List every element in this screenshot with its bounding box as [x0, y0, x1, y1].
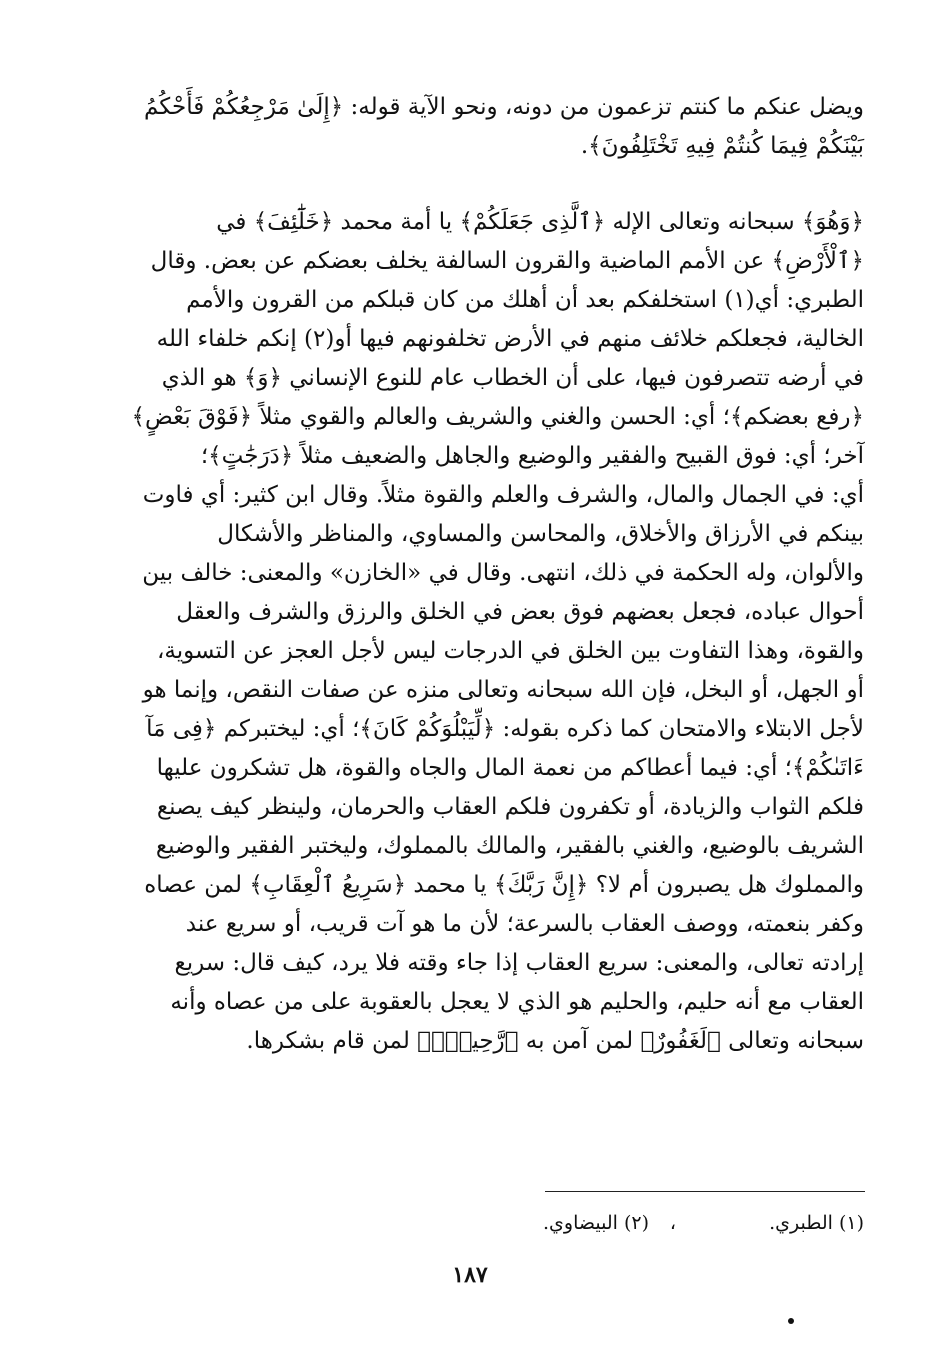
text-line: والقوة، وهذا التفاوت بين الخلق في الدرجات ليس لأجل العجز عن التسوية،: [156, 638, 864, 664]
text-line: سبحانه وتعالى ﴿لَغَفُورٌ﴾ لمن آمن به ﴿رَّحِيمٌۢ﴾ لمن قام بشكرها.: [246, 1028, 864, 1054]
footnote-1: (١) الطبري.: [769, 1212, 864, 1234]
text-line: أحوال عباده، فجعل بعضهم فوق بعض في الخلق والرزق والشرف والعقل: [176, 599, 864, 625]
text-line: الخالية، فجعلكم خلائف منهم في الأرض تخلفونهم فيها أو(٢) إنكم خلفاء الله: [156, 326, 864, 352]
page-number: ١٨٧: [452, 1262, 488, 1288]
text-line: في أرضه تتصرفون فيها، على أن الخطاب عام للنوع الإنساني ﴿وَ﴾ هو الذي: [161, 365, 864, 391]
print-dot: [788, 1318, 794, 1324]
text-line: لأجل الابتلاء والامتحان كما ذكره بقوله: ﴿لِّيَبْلُوَكُمْ كَانَ﴾؛ أي: ليختبركم ﴿فِى مَآ: [146, 716, 864, 742]
text-line: والمملوك هل يصبرون أم لا؟ ﴿إِنَّ رَبَّكَ﴾ يا محمد ﴿سَرِيعُ ٱلْعِقَابِ﴾ لمن عصاه: [144, 872, 864, 898]
text-line: أو الجهل، أو البخل، فإن الله سبحانه وتعالى منزه عن صفات النقص، وإنما هو: [142, 677, 864, 703]
text-line: الشريف بالوضيع، والغني بالفقير، والمالك بالمملوك، وليختبر الفقير والوضيع: [155, 833, 864, 859]
text-line: آخر؛ أي: فوق القبيح والفقير والوضيع والجاهل والضعيف مثلاً ﴿دَرَجَٰتٍ﴾؛: [200, 443, 864, 469]
text-line: ويضل عنكم ما كنتم تزعمون من دونه، ونحو الآية قوله: ﴿إِلَىٰ مَرْجِعُكُمْ فَأَحْكُمُ: [143, 94, 864, 120]
text-line: العقاب مع أنه حليم، والحليم هو الذي لا يعجل بالعقوبة على من عصاه وأنه: [170, 989, 864, 1015]
text-line: ﴿وَهُوَ﴾ سبحانه وتعالى الإله ﴿ٱلَّذِى جَعَلَكُمْ﴾ يا أمة محمد ﴿خَلَٰٓئِفَ﴾ في: [216, 209, 864, 235]
footnote-separator: ،: [669, 1212, 676, 1234]
paragraph-1: [92, 88, 864, 166]
text-line: وكفر بنعمته، ووصف العقاب بالسرعة؛ لأن ما هو آت قريب، أو سريع عند: [185, 911, 864, 937]
text-line: ءَاتَىٰكُمْ﴾؛ أي: فيما أعطاكم من نعمة المال والجاه والقوة، هل تشكرون عليها: [156, 755, 864, 781]
text-line: الطبري: أي(١) استخلفكم بعد أن أهلك من كان قبلكم من القرون والأمم: [186, 287, 864, 313]
text-line: والألوان، وله الحكمة في ذلك، انتهى. وقال في «الخازن» والمعنى: خالف بين: [142, 560, 864, 586]
footnote-divider: [545, 1191, 865, 1192]
footnotes: [300, 1206, 864, 1240]
paragraph-2: [92, 203, 864, 1061]
text-line: بَيْنَكُمْ فِيمَا كُنتُمْ فِيهِ تَخْتَلِفُونَ﴾.: [580, 133, 864, 159]
text-line: أي: في الجمال والمال، والشرف والعلم والقوة مثلاً. وقال ابن كثير: أي فاوت: [142, 482, 864, 508]
text-line: ﴿ٱلْأَرْضِ﴾ عن الأمم الماضية والقرون السالفة يخلف بعضكم عن بعض. وقال: [150, 248, 864, 274]
footnote-2: (٢) البيضاوي.: [543, 1212, 649, 1234]
text-line: ﴿رفع بعضكم﴾؛ أي: الحسن والغني والشريف والعالم والقوي مثلاً ﴿فَوْقَ بَعْضٍ﴾: [131, 404, 864, 430]
text-line: إرادته تعالى، والمعنى: سريع العقاب إذا جاء وقته فلا يرد، كيف قال: سريع: [174, 950, 864, 976]
text-line: بينكم في الأرزاق والأخلاق، والمحاسن والمساوي، والمناظر والأشكال: [217, 521, 864, 547]
text-line: فلكم الثواب والزيادة، أو تكفرون فلكم العقاب والحرمان، ولينظر كيف يصنع: [156, 794, 864, 820]
